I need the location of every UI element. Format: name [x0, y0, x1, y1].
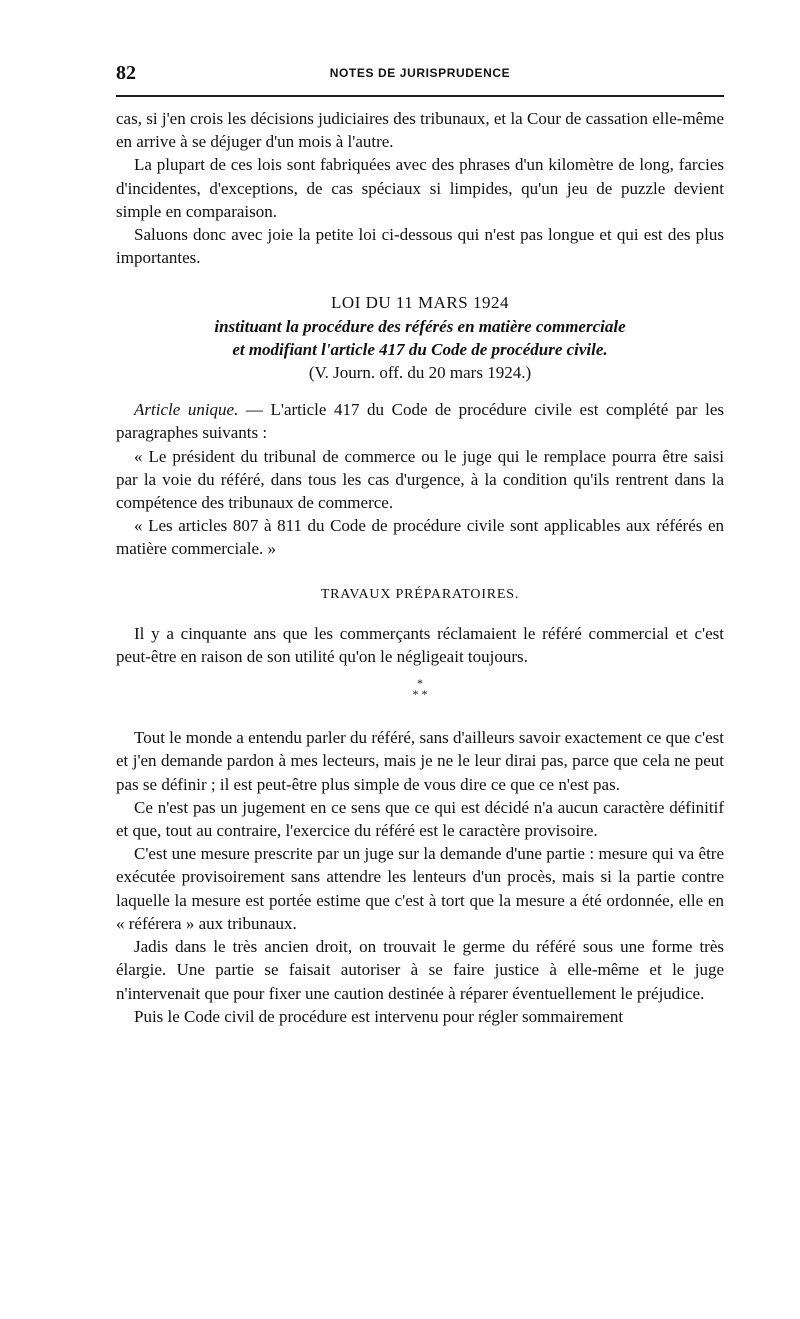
article-label: Article unique. [134, 400, 239, 420]
law-title: LOI DU 11 MARS 1924 [331, 293, 509, 313]
asterism-separator [116, 678, 724, 700]
page-content [116, 107, 724, 1028]
section-title-travaux: TRAVAUX PRÉPARATOIRES. [320, 586, 520, 602]
body-paragraph-1: Tout le monde a entendu parler du référé, sans d'ailleurs savoir exactement ce que c'est et j'en demande pardon à mes lecteurs, mais je ne le leur dirai pas, parce que cela ne peut pas se définir ; il est peut-être plus simple de vous dire ce que ce n'est pas. [116, 728, 724, 794]
header-rule [116, 95, 724, 97]
law-reference: (V. Journ. off. du 20 mars 1924.) [308, 363, 532, 383]
asterism-bottom: * * [412, 687, 428, 702]
intro-paragraph-1: cas, si j'en crois les décisions judiciaires des tribunaux, et la Cour de cassation elle-même en arrive à se déjuger d'un mois à l'autre. [116, 109, 724, 152]
page-number: 82 [116, 62, 136, 84]
page-header [116, 62, 724, 84]
article-quote-2: « Les articles 807 à 811 du Code de procédure civile sont applicables aux référés en matière commerciale. » [116, 516, 724, 559]
intro-paragraph-3: Saluons donc avec joie la petite loi ci-dessous qui n'est pas longue et qui est des plus importantes. [116, 225, 724, 268]
article-quote-1: « Le président du tribunal de commerce ou le juge qui le remplace pourra être saisi par la voie du référé, dans tous les cas d'urgence, à la condition qu'ils rentrent dans la compétence des tribunaux de commerce. [116, 446, 724, 513]
law-subtitle-line-2: et modifiant l'article 417 du Code de procédure civile. [232, 339, 608, 359]
running-title: NOTES DE JURISPRUDENCE [329, 66, 511, 80]
intro-paragraph-2: La plupart de ces lois sont fabriquées avec des phrases d'un kilomètre de long, farcies d'incidentes, d'exceptions, de cas spéciaux si limpides, qu'un jeu de puzzle devient simple en comparaison. [116, 155, 724, 221]
body-paragraph-3: C'est une mesure prescrite par un juge sur la demande d'une partie : mesure qui va être exécutée provisoirement sans attendre les lenteurs d'un procès, mais si la partie contre laquelle la mesure est portée estime que c'est à tort que la mesure a été ordonnée, elle en « référera » aux tribunaux. [116, 844, 724, 933]
article-text: — L'article 417 du Code de procédure civile est complété par les paragraphes suivants : [116, 400, 725, 443]
article-paragraph [116, 398, 724, 444]
body-paragraph-4: Jadis dans le très ancien droit, on trouvait le germe du référé sous une forme très élargie. Une partie se faisait autoriser à se faire justice à elle-même et le juge n'intervenait que pour fixer une caution destinée à réparer éventuellement le préjudice. [116, 937, 724, 1003]
law-subtitle-line-1: instituant la procédure des référés en matière commerciale [214, 316, 626, 336]
body-paragraph-2: Ce n'est pas un jugement en ce sens que ce qui est décidé n'a aucun caractère définitif et que, tout au contraire, l'exercice du référé est le caractère provisoire. [116, 797, 724, 841]
body-paragraph-5: Puis le Code civil de procédure est intervenu pour régler sommairement [134, 1006, 624, 1026]
asterism-top: * [417, 676, 423, 691]
travaux-paragraph: Il y a cinquante ans que les commerçants réclamaient le référé commercial et c'est peut-être en raison de son utilité qu'on le négligeait toujours. [116, 623, 724, 667]
